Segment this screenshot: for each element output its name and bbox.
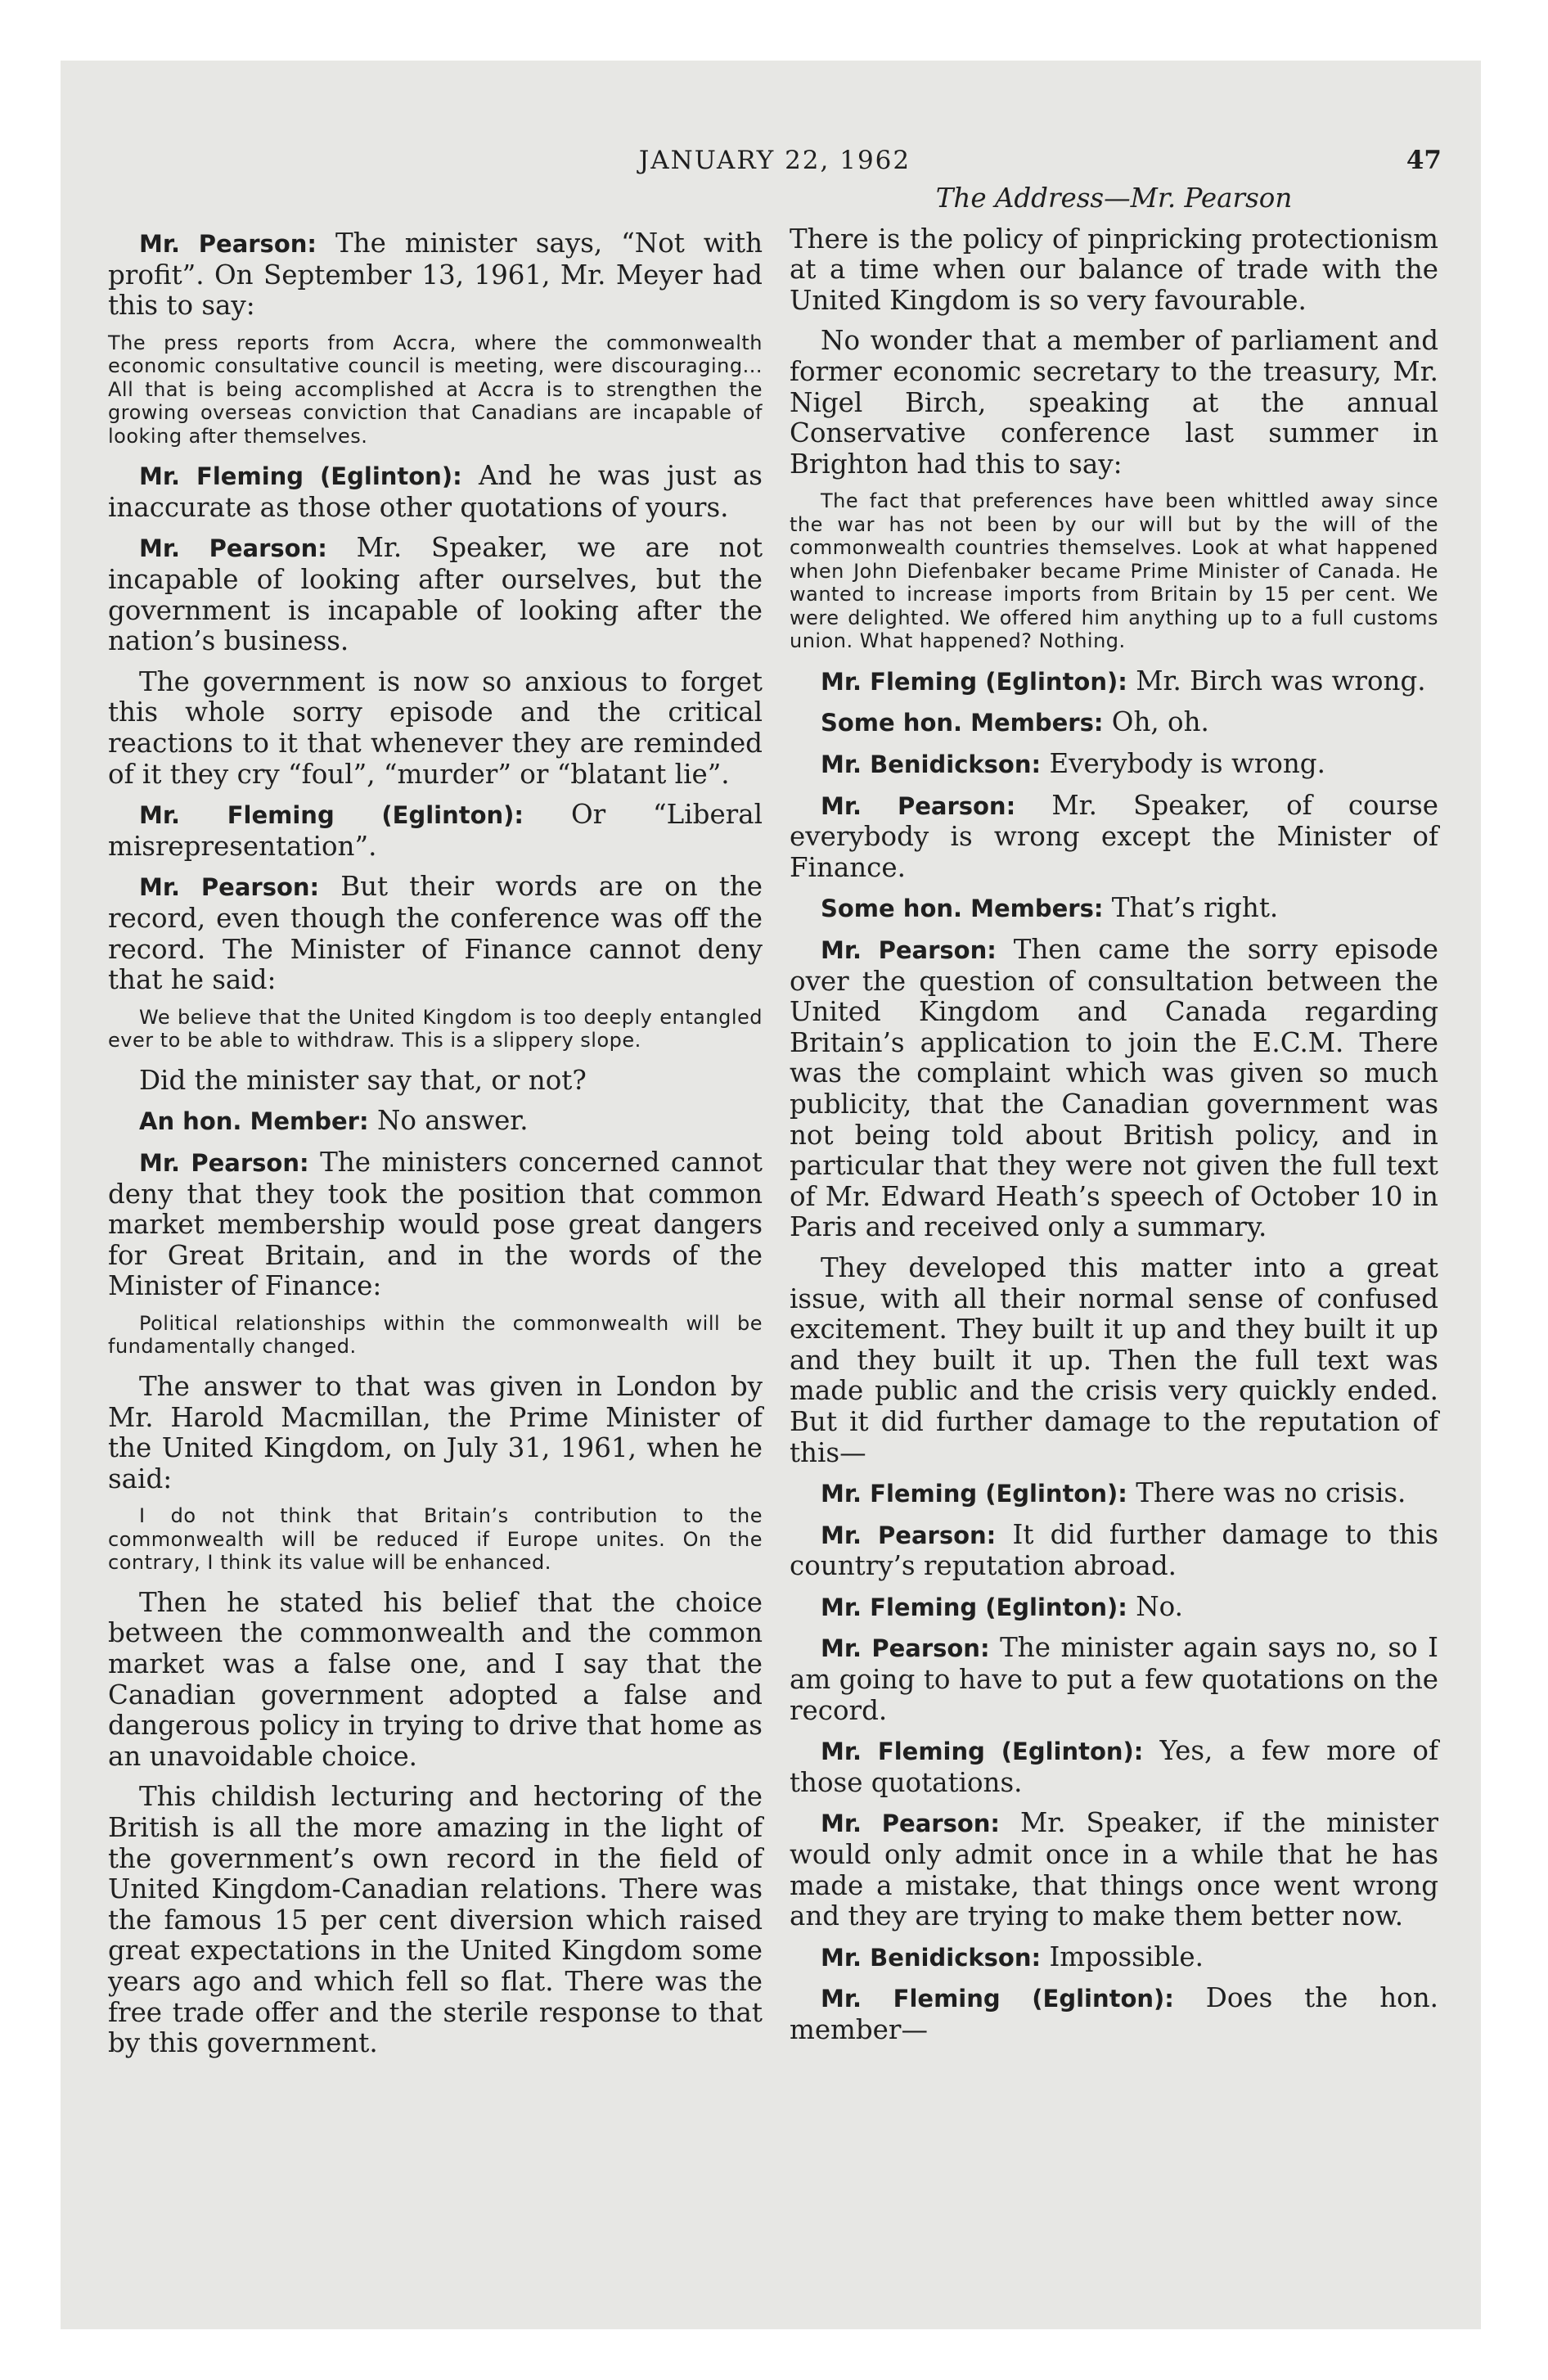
speaker-name: Mr. Fleming (Eglinton): — [139, 801, 524, 830]
paragraph — [108, 1106, 763, 1138]
paragraph-text: Or “Liberal misrepresentation”. — [108, 799, 763, 862]
paragraph — [790, 1942, 1438, 1974]
paragraph-text: But their words are on the record, even though the conference was off the record. The Minister of Finance cannot deny that he said: — [108, 871, 763, 996]
paragraph: Then he stated his belief that the choice between the commonwealth and the common market was a false one, and I say that the Canadian government adopted a false and dangerous policy in trying to drive that home as an unavoidable choice. — [108, 1586, 763, 1772]
paragraph — [790, 1736, 1438, 1798]
paragraph-text: Mr. Speaker, we are not incapable of looking after ourselves, but the government is incapable of looking after the nation’s business. — [108, 532, 763, 657]
paragraph-text: No. — [1136, 1590, 1183, 1622]
paragraph — [108, 228, 763, 322]
page-header — [108, 146, 1442, 187]
paragraph — [790, 1983, 1438, 2045]
block-quote: I do not think that Britain’s contribution to the commonwealth will be reduced if Europe unites. On the contrary, I think its value will be enhanced. — [108, 1504, 763, 1575]
paragraph — [790, 1633, 1438, 1726]
paragraph: The government is now so anxious to forget this whole sorry episode and the critical reactions to it that whenever they are reminded of it they cry “foul”, “murder” or “blatant lie”. — [108, 665, 763, 790]
speaker-name: Mr. Pearson: — [139, 1148, 309, 1177]
speaker-name: Mr. Fleming (Eglinton): — [821, 1738, 1144, 1766]
paragraph — [790, 1520, 1438, 1582]
block-quote: We believe that the United Kingdom is too deeply entangled ever to be able to withdraw. This is a slippery slope. — [108, 1005, 763, 1053]
paragraph — [108, 800, 763, 862]
speaker-name: Mr. Benidickson: — [821, 1943, 1042, 1972]
paragraph-text: Does the hon. member— — [790, 1982, 1438, 2045]
paragraph — [790, 666, 1438, 698]
paragraph-text: There was no crisis. — [1136, 1477, 1406, 1509]
paragraph-text: Impossible. — [1049, 1941, 1204, 1972]
paragraph — [108, 872, 763, 995]
paragraph — [108, 1147, 763, 1302]
paragraph — [790, 893, 1438, 925]
paragraph — [790, 749, 1438, 781]
paragraph — [790, 707, 1438, 739]
page-number: 47 — [1406, 146, 1442, 175]
speaker-name: Mr. Pearson: — [821, 936, 997, 964]
right-column — [790, 183, 1438, 2056]
paragraph: The answer to that was given in London by Mr. Harold Macmillan, the Prime Minister of the United Kingdom, on July 31, 1961, when he said: — [108, 1370, 763, 1494]
block-quote: The press reports from Accra, where the commonwealth economic consultative council is meeting, were discouraging... All that is being accomplished at Accra is to strengthen the growing overseas conviction that Canadians are incapable of looking after themselves. — [108, 331, 763, 448]
paragraph-text: No answer. — [376, 1105, 529, 1137]
left-column — [108, 228, 763, 2069]
speaker-name: An hon. Member: — [139, 1107, 369, 1136]
paragraph-text: Mr. Speaker, if the minister would only admit once in a while that he has made a mistake, that things once went wrong and they are trying to make them better now. — [790, 1807, 1438, 1932]
paragraph-text: It did further damage to this country’s reputation abroad. — [790, 1518, 1439, 1582]
speaker-name: Mr. Pearson: — [139, 230, 317, 258]
speaker-name: Mr. Pearson: — [821, 1634, 990, 1663]
paragraph — [790, 1478, 1438, 1510]
paragraph-text: Oh, oh. — [1111, 706, 1209, 738]
running-head: The Address—Mr. Pearson — [935, 183, 1293, 214]
speaker-name: Mr. Fleming (Eglinton): — [139, 462, 462, 491]
block-quote: The fact that preferences have been whittled away since the war has not been by our will but by the will of the commonwealth countries themselves. Look at what happened when John Diefenbaker became Prime Minister of Canada. He wanted to increase imports from Britain by 15 per cent. We were delighted. We offered him anything up to a full customs union. What happened? Nothing. — [790, 489, 1438, 653]
speaker-name: Some hon. Members: — [821, 895, 1104, 923]
speaker-name: Mr. Pearson: — [821, 1810, 1000, 1838]
paragraph: This childish lecturing and hectoring of the British is all the more amazing in the light of the government’s own record in the field of United Kingdom-Canadian relations. There was the famous 15 per cent diversion which raised great expectations in the United Kingdom some years ago and which fell so flat. There was the free trade offer and the sterile response to that by this government. — [108, 1781, 763, 2059]
paragraph-text: The minister says, “Not with profit”. On September 13, 1961, Mr. Meyer had this to say: — [108, 228, 763, 322]
speaker-name: Mr. Pearson: — [139, 873, 320, 902]
paragraph — [790, 791, 1438, 884]
paragraph-text: Mr. Birch was wrong. — [1136, 665, 1426, 696]
paragraph-text: And he was just as inaccurate as those other quotations of yours. — [108, 460, 763, 523]
speaker-name: Some hon. Members: — [821, 709, 1104, 737]
paragraph: They developed this matter into a great issue, with all their normal sense of confused excitement. They built it up and they built it up and they built it up. Then the full text was made public and the crisis very quickly ended. But it did further damage to the reputation of this— — [790, 1251, 1438, 1468]
paragraph — [790, 935, 1438, 1243]
paragraph: There is the policy of pinpricking protectionism at a time when our balance of trade with the United Kingdom is so very favourable. — [790, 223, 1438, 316]
block-quote: Political relationships within the commonwealth will be fundamentally changed. — [108, 1311, 763, 1359]
paragraph-text: The ministers concerned cannot deny that they took the position that common market membership would pose great dangers for Great Britain, and in the words of the Minister of Finance: — [108, 1146, 763, 1302]
speaker-name: Mr. Fleming (Eglinton): — [821, 1985, 1174, 2013]
paragraph — [790, 1592, 1438, 1624]
speaker-name: Mr. Fleming (Eglinton): — [821, 1480, 1127, 1508]
speaker-name: Mr. Benidickson: — [821, 751, 1042, 779]
paragraph-text: Everybody is wrong. — [1049, 748, 1325, 780]
speaker-name: Mr. Fleming (Eglinton): — [821, 1593, 1127, 1621]
paragraph: No wonder that a member of parliament and former economic secretary to the treasury, Mr. Nigel Birch, speaking at the annual Conservative conference last summer in Brighton had this to say: — [790, 325, 1438, 480]
paragraph — [790, 1808, 1438, 1931]
paragraph-text: That’s right. — [1111, 892, 1279, 924]
speaker-name: Mr. Pearson: — [821, 1521, 997, 1549]
paragraph-text: The minister again says no, so I am going to have to put a few quotations on the record. — [790, 1632, 1439, 1726]
paragraph — [108, 461, 763, 523]
paragraph: Did the minister say that, or not? — [139, 1064, 587, 1096]
speaker-name: Mr. Fleming (Eglinton): — [821, 667, 1127, 696]
page-date: JANUARY 22, 1962 — [638, 146, 911, 175]
speaker-name: Mr. Pearson: — [139, 534, 327, 563]
paragraph-text: Mr. Speaker, of course everybody is wrong except the Minister of Finance. — [790, 789, 1439, 883]
speaker-name: Mr. Pearson: — [821, 791, 1016, 820]
paragraph — [108, 533, 763, 656]
paragraph-text: Then came the sorry episode over the question of consultation between the United Kingdom and Canada regarding Britain’s application to join the E.C.M. There was the complaint which was given so much publicity, that the Canadian government was not being told about British policy, and in particular that they were not given the full text of Mr. Edward Heath’s speech of October 10 in Paris and received only a summary. — [790, 934, 1438, 1243]
paragraph-text: Yes, a few more of those quotations. — [790, 1735, 1438, 1798]
